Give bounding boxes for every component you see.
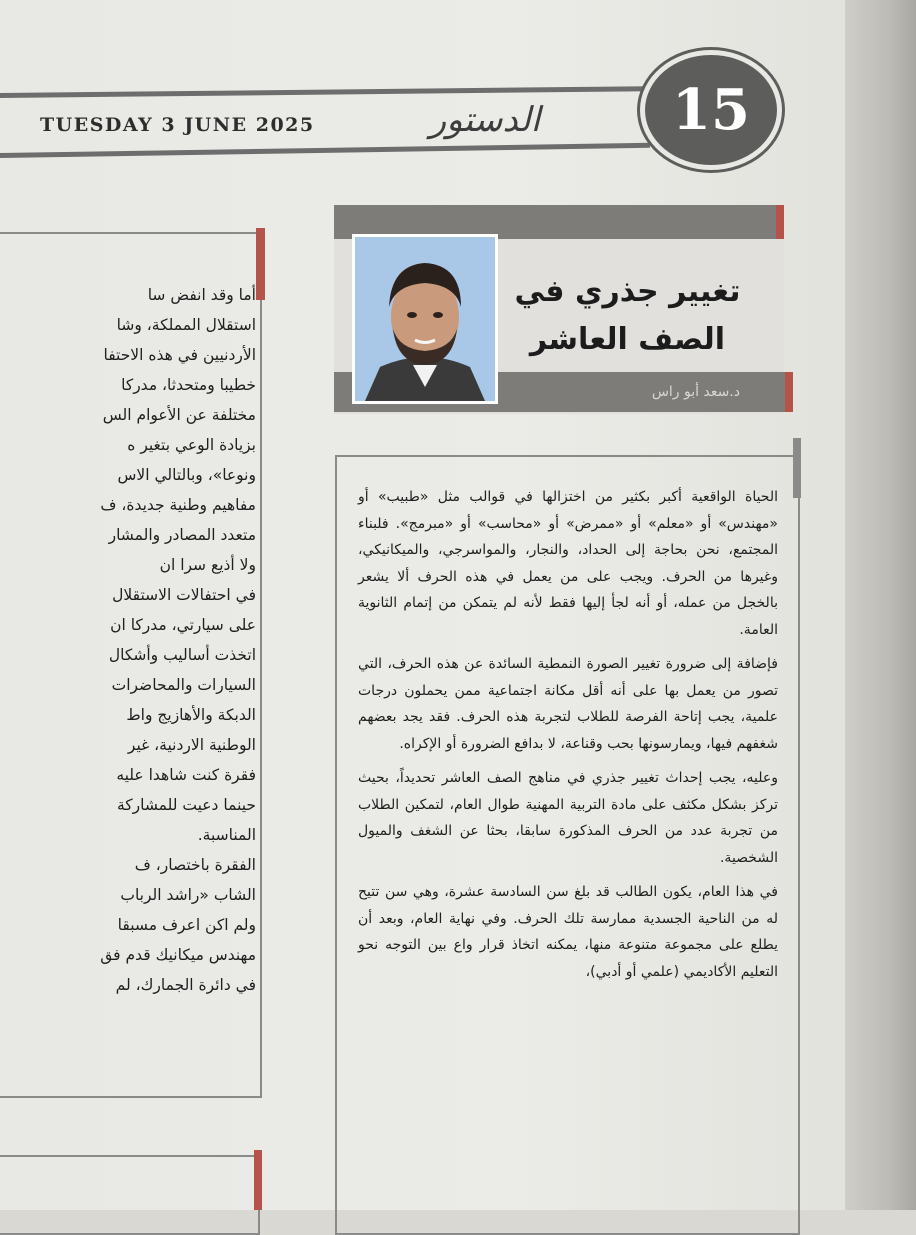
article-body-accent — [793, 438, 801, 498]
left-column-line: أما وقد انفض سا — [147, 286, 256, 304]
left-column-line: بزيادة الوعي بتغير ه — [127, 436, 256, 454]
left-column-line: فقرة كنت شاهدا عليه — [116, 766, 256, 784]
bottom-column-accent — [254, 1150, 262, 1210]
newspaper-masthead: الدستور — [429, 100, 541, 140]
left-column-line: المناسبة. — [197, 826, 256, 844]
article-paragraph: في هذا العام، يكون الطالب قد بلغ سن السادسة عشرة، وهي سن تتيح له من الناحية الجسدية ممارسة تلك الحرف. وفي نهاية العام، وبعد أن يطلع على مجموعة متنوعة منها، يمكنه اتخاذ قرار واع بين التوجه نحو التعليم الأكاديمي (علمي أو أدبي)، — [358, 884, 778, 980]
left-column-line: على سيارتي، مدركا ان — [110, 616, 256, 634]
left-column-line: اتخذت أساليب وأشكال — [108, 646, 256, 664]
article-paragraph: فإضافة إلى ضرورة تغيير الصورة النمطية السائدة عن هذه الحرف، التي تصور من يعمل بها على أنه أقل مكانة اجتماعية ممن يحملون درجات علمية، يجب إتاحة الفرصة للطلاب لتجربة هذه الحرف. فقد يجد بعضهم شغفهم فيها، ويمارسونها بحب وقناعة، لا بدافع الضرورة أو الإكراه. — [358, 656, 778, 752]
article-paragraph: وعليه، يجب إحداث تغيير جذري في مناهج الصف العاشر تحديداً، بحيث تركز بشكل مكثف على مادة التربية المهنية طوال العام، لتمكين الطلاب من تجربة عدد من الحرف المذكورة سابقا، بحثا عن الشغف والميول الشخصية. — [358, 770, 778, 866]
left-column-line: ونوعا»، وبالتالي الاس — [117, 466, 256, 484]
headline-line-1: تغيير جذري في — [514, 274, 741, 309]
page-gutter — [845, 0, 916, 1210]
left-column-line: متعدد المصادر والمشار — [108, 526, 256, 544]
left-column-clip — [0, 280, 256, 1060]
article-headline — [505, 268, 750, 364]
left-column-text — [0, 280, 256, 1000]
page-number-badge: 15 — [640, 50, 782, 170]
article-header-accent — [776, 205, 784, 239]
headline-line-2: الصف العاشر — [529, 322, 726, 357]
left-column-line: استقلال المملكة، وشا — [116, 316, 256, 334]
left-column-line: الدبكة والأهازيج واط — [126, 706, 256, 724]
author-photo — [352, 234, 498, 404]
bottom-column-frame — [0, 1155, 260, 1235]
left-column-line: مختلفة عن الأعوام الس — [102, 406, 256, 424]
left-column-line: السيارات والمحاضرات — [111, 676, 256, 694]
left-column-line: في دائرة الجمارك، لم — [115, 976, 256, 994]
left-column-line: خطيبا ومتحدثا، مدركا — [121, 376, 256, 394]
byline-accent — [785, 372, 793, 412]
left-column-line: مهندس ميكانيك قدم فق — [100, 946, 256, 964]
author-byline: د.سعد أبو راس — [651, 384, 740, 400]
left-column-line: ولم اكن اعرف مسبقا — [117, 916, 256, 934]
left-column-line: الوطنية الاردنية، غير — [127, 736, 256, 754]
left-column-line: في احتفالات الاستقلال — [112, 586, 256, 604]
article-body — [358, 484, 778, 993]
left-column-line: مفاهيم وطنية جديدة، ف — [100, 496, 256, 514]
left-column-accent — [256, 228, 265, 300]
left-column-line: ولا أذيع سرا ان — [159, 556, 256, 574]
left-column-line: الشاب «راشد الرباب — [120, 886, 256, 904]
issue-date: TUESDAY 3 JUNE 2025 — [40, 114, 315, 136]
left-column-line: حينما دعيت للمشاركة — [116, 796, 256, 814]
article-paragraph: الحياة الواقعية أكبر بكثير من اختزالها في قوالب مثل «طبيب» أو «مهندس» أو «معلم» أو «ممرض» أو «محاسب» أو «مبرمج». فلبناء المجتمع، نحن بحاجة إلى الحداد، والنجار، والمواسرجي، والميكانيكي، وغيرها من الحرف. ويجب على من يعمل في هذه الحرف ألا يشعر بالخجل من عمله، أو أنه لجأ إليها فقط لأنه لم يتمكن من إتمام الثانوية العامة. — [358, 489, 778, 638]
left-column-line: الفقرة باختصار، ف — [134, 856, 256, 874]
left-column-line: الأردنيين في هذه الاحتفا — [103, 346, 256, 364]
